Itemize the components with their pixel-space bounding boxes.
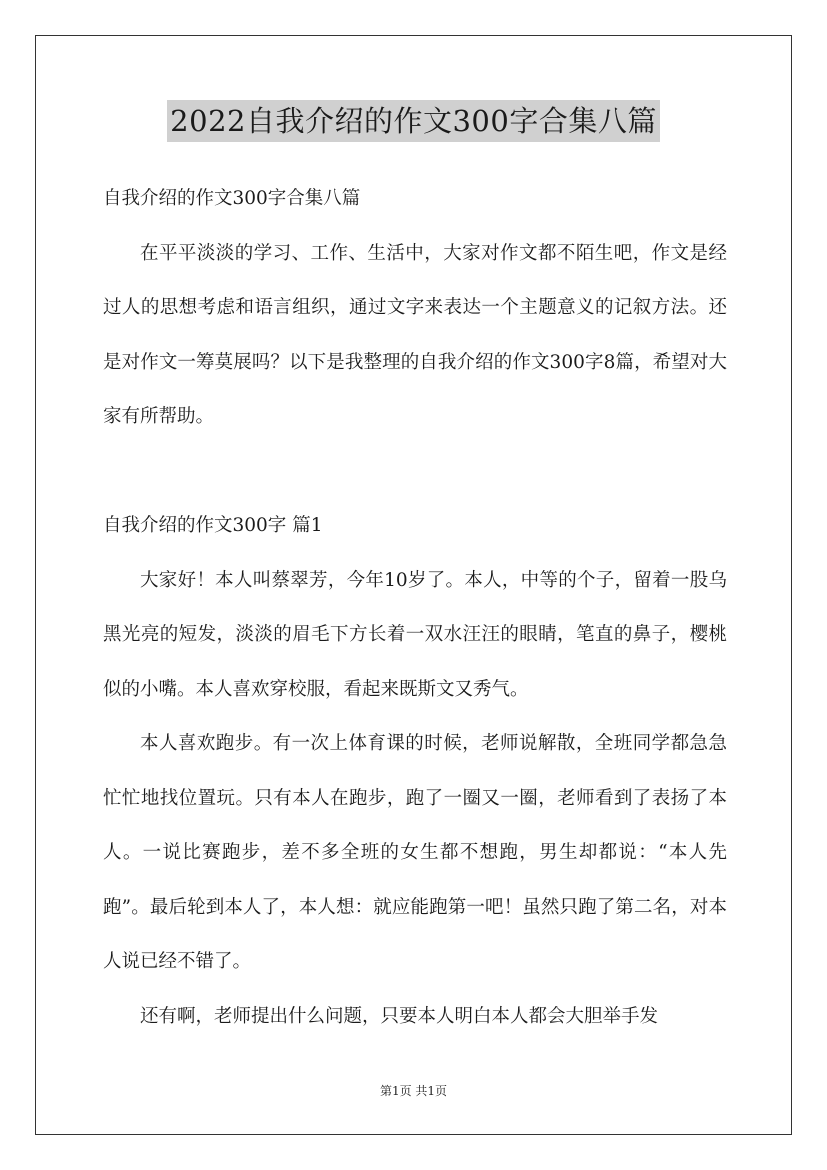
page-footer: 第1页 共1页 — [379, 1084, 448, 1098]
body-paragraph-1: 大家好！本人叫蔡翠芳，今年10岁了。本人，中等的个子，留着一股乌黑光亮的短发，淡淡的眉毛下方长着一双水汪汪的眼睛，笔直的鼻子，樱桃似的小嘴。本人喜欢穿校服，看起来既斯文又秀气。 — [103, 569, 727, 700]
intro-paragraph: 在平平淡淡的学习、工作、生活中，大家对作文都不陌生吧，作文是经过人的思想考虑和语言组织，通过文字来表达一个主题意义的记叙方法。还是对作文一筹莫展吗？以下是我整理的自我介绍的作文300字8篇，希望对大家有所帮助。 — [103, 242, 727, 427]
document-title: 2022自我介绍的作文300字合集八篇 — [167, 100, 660, 142]
body-paragraph-3: 还有啊，老师提出什么问题，只要本人明白本人都会大胆举手发 — [140, 1005, 659, 1027]
document-subtitle: 自我介绍的作文300字合集八篇 — [103, 188, 361, 209]
document-body — [103, 172, 727, 1044]
section-heading: 自我介绍的作文300字 篇1 — [103, 515, 323, 536]
section-spacer — [103, 445, 727, 500]
body-paragraph-2: 本人喜欢跑步。有一次上体育课的时候，老师说解散，全班同学都急急忙忙地找位置玩。只有本人在跑步，跑了一圈又一圈，老师看到了表扬了本人。一说比赛跑步，差不多全班的女生都不想跑，男生却都说：“本人先跑”。最后轮到本人了，本人想：就应能跑第一吧！虽然只跑了第二名，对本人说已经不错了。 — [103, 733, 727, 972]
title-container — [0, 100, 827, 142]
